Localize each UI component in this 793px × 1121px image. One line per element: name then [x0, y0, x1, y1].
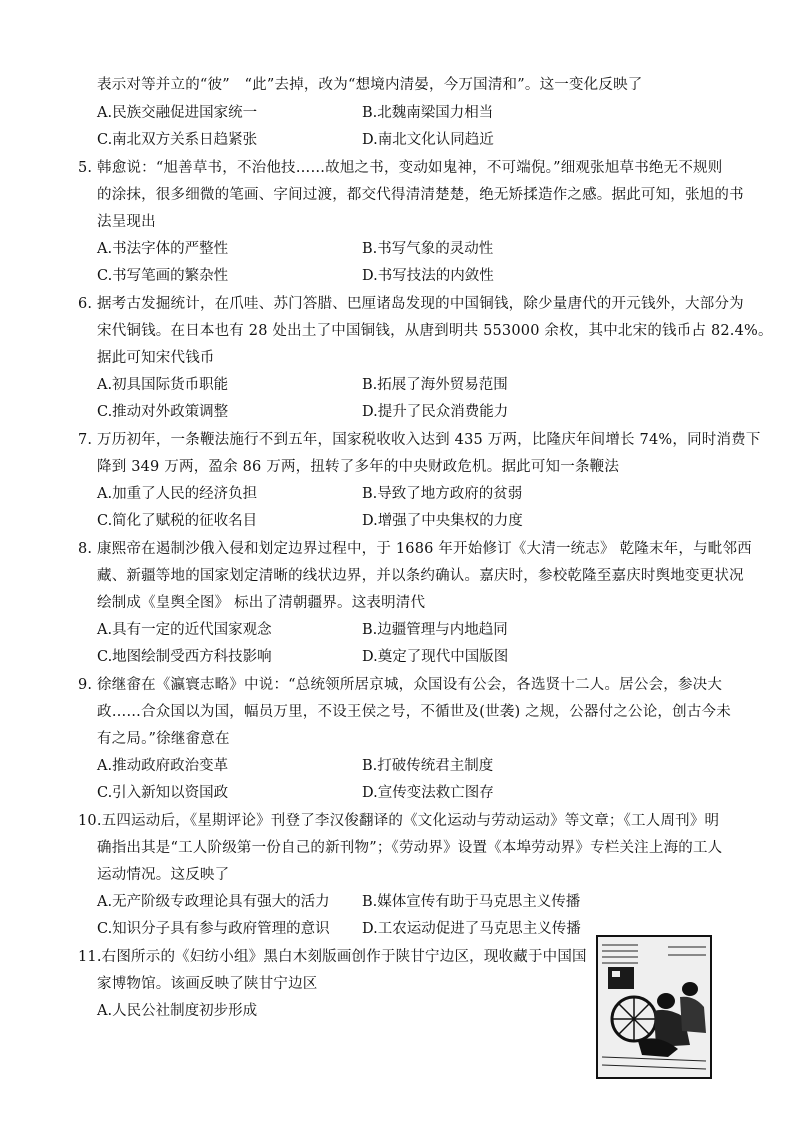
q8-stem-line3: 绘制成《皇舆全图》 标出了清朝疆界。这表明清代: [97, 595, 426, 611]
q8-option-c[interactable]: C.地图绘制受西方科技影响: [97, 649, 272, 665]
q6-stem-line3: 据此可知宋代钱币: [97, 350, 215, 366]
q8-stem-line1: 8. 康熙帝在遏制沙俄入侵和划定边界过程中，于 1686 年开始修订《大清一统志》 乾隆末年，与毗邻西: [78, 541, 752, 557]
q10-stem-line2: 确指出其是“工人阶级第一份自己的新刊物”；《劳动界》设置《本埠劳动界》专栏关注上海的工人: [97, 840, 723, 856]
q4-option-b[interactable]: B.北魏南梁国力相当: [362, 105, 494, 121]
q5-option-a[interactable]: A.书法字体的严整性: [97, 241, 229, 257]
q4-stem-tail: 表示对等并立的“彼” “此”去掉，改为“想境内清晏，今万国清和”。这一变化反映了: [97, 77, 643, 93]
q5-stem-line1: 5. 韩愈说：“旭善草书，不治他技……故旭之书，变动如鬼神，不可端倪。”细观张旭草书绝无不规则: [78, 160, 723, 176]
q10-option-d[interactable]: D.工农运动促进了马克思主义传播: [362, 921, 581, 937]
q11-option-a[interactable]: A.人民公社制度初步形成: [97, 1003, 258, 1019]
q5-option-d[interactable]: D.书写技法的内敛性: [362, 268, 494, 284]
q10-option-c[interactable]: C.知识分子具有参与政府管理的意识: [97, 921, 330, 937]
q5-stem-line3: 法呈现出: [97, 214, 156, 230]
q7-stem-line2: 降到 349 万两，盈余 86 万两，扭转了多年的中央财政危机。据此可知一条鞭法: [97, 459, 620, 475]
q5-option-c[interactable]: C.书写笔画的繁杂性: [97, 268, 229, 284]
q10-stem-line3: 运动情况。这反映了: [97, 867, 230, 883]
q9-option-a[interactable]: A.推动政府政治变革: [97, 758, 229, 774]
q10-option-b[interactable]: B.媒体宣传有助于马克思主义传播: [362, 894, 581, 910]
q9-option-b[interactable]: B.打破传统君主制度: [362, 758, 494, 774]
q9-stem-line2: 政……合众国以为国，幅员万里，不设王侯之号，不循世及(世袭) 之规，公器付之公论，创古今未: [97, 704, 731, 720]
q7-option-d[interactable]: D.增强了中央集权的力度: [362, 513, 523, 529]
q6-stem-line2: 宋代铜钱。在日本也有 28 处出土了中国铜钱，从唐到明共 553000 余枚，其中北宋的钱币占 82.4%。: [97, 323, 773, 339]
q10-option-a[interactable]: A.无产阶级专政理论具有强大的活力: [97, 894, 330, 910]
q9-option-c[interactable]: C.引入新知以资国政: [97, 785, 229, 801]
q8-option-d[interactable]: D.奠定了现代中国版图: [362, 649, 509, 665]
q6-option-d[interactable]: D.提升了民众消费能力: [362, 404, 509, 420]
q11-stem-line2: 家博物馆。该画反映了陕甘宁边区: [97, 976, 318, 992]
q5-stem-line2: 的涂抹，很多细微的笔画、字间过渡，都交代得清清楚楚，绝无矫揉造作之感。据此可知，张旭的书: [97, 187, 744, 203]
q8-option-a[interactable]: A.具有一定的近代国家观念: [97, 622, 272, 638]
q4-option-d[interactable]: D.南北文化认同趋近: [362, 132, 494, 148]
q6-option-a[interactable]: A.初具国际货币职能: [97, 377, 229, 393]
q7-option-c[interactable]: C.简化了赋税的征收名目: [97, 513, 258, 529]
woodcut-illustration: [598, 937, 710, 1077]
q7-option-b[interactable]: B.导致了地方政府的贫弱: [362, 486, 523, 502]
q4-option-a[interactable]: A.民族交融促进国家统一: [97, 105, 258, 121]
q10-stem-line1: 10.五四运动后，《星期评论》刊登了李汉俊翻译的《文化运动与劳动运动》等文章；《工人周刊》明: [78, 813, 720, 829]
q4-option-c[interactable]: C.南北双方关系日趋紧张: [97, 132, 258, 148]
q11-stem-line1: 11.右图所示的《妇纺小组》黑白木刻版画创作于陕甘宁边区，现收藏于中国国: [78, 949, 587, 965]
q8-stem-line2: 藏、新疆等地的国家划定清晰的线状边界，并以条约确认。嘉庆时，参校乾隆至嘉庆时舆地变更状况: [97, 568, 744, 584]
q7-option-a[interactable]: A.加重了人民的经济负担: [97, 486, 258, 502]
q6-option-b[interactable]: B.拓展了海外贸易范围: [362, 377, 508, 393]
q8-option-b[interactable]: B.边疆管理与内地趋同: [362, 622, 508, 638]
q6-option-c[interactable]: C.推动对外政策调整: [97, 404, 229, 420]
q6-stem-line1: 6. 据考古发掘统计，在爪哇、苏门答腊、巴厘诸岛发现的中国铜钱，除少量唐代的开元钱外，大部分为: [78, 296, 744, 312]
woodcut-print-image: [596, 935, 712, 1079]
q5-option-b[interactable]: B.书写气象的灵动性: [362, 241, 494, 257]
q7-stem-line1: 7. 万历初年，一条鞭法施行不到五年，国家税收收入达到 435 万两，比隆庆年间增长 74%，同时消费下: [78, 432, 761, 448]
q9-stem-line3: 有之局。”徐继畲意在: [97, 731, 230, 747]
q9-option-d[interactable]: D.宣传变法救亡图存: [362, 785, 494, 801]
q9-stem-line1: 9. 徐继畲在《瀛寰志略》中说：“总统领所居京城，众国设有公会，各选贤十二人。居公会，参决大: [78, 677, 723, 693]
